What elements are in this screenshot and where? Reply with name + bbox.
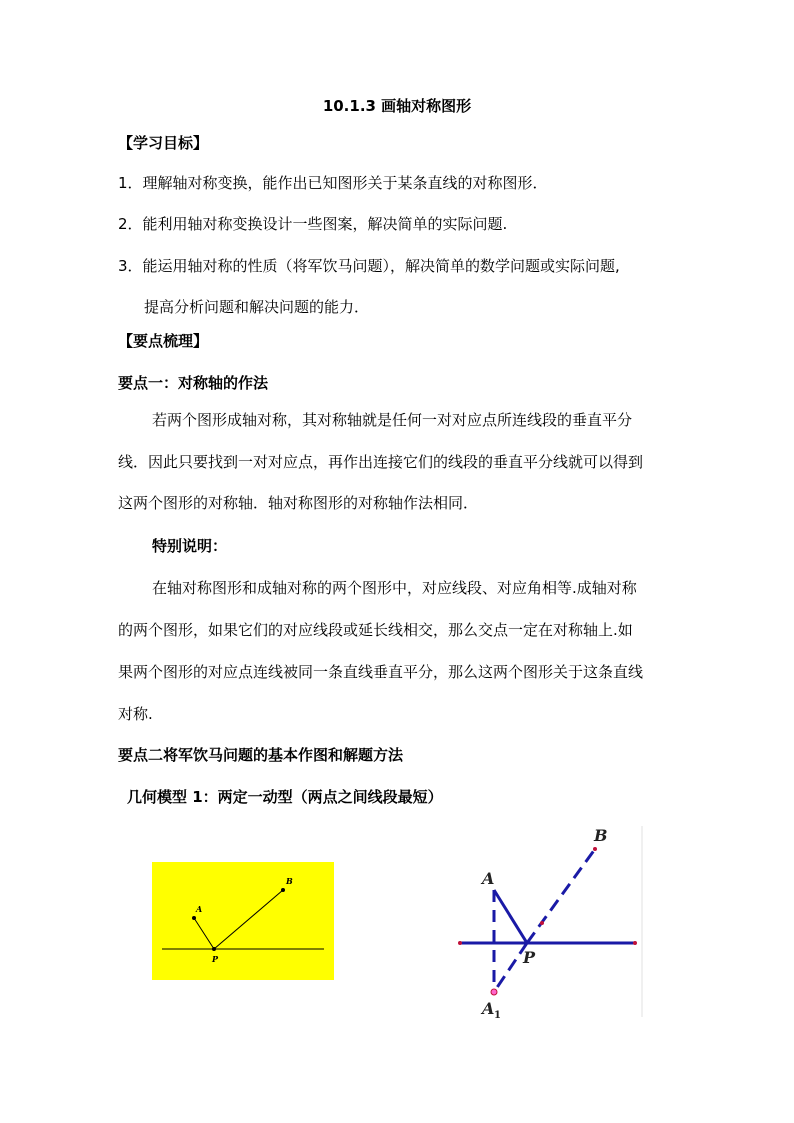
figure-left-diagram bbox=[152, 862, 334, 980]
figure-right-segment-ap bbox=[494, 890, 527, 943]
figure-right-label-a1-subscript: 1 bbox=[494, 1010, 501, 1021]
section-goals-heading: 【学习目标】 bbox=[118, 134, 209, 152]
figure-right-point-mid bbox=[540, 921, 544, 925]
figure-right-label-a1: A bbox=[482, 999, 495, 1018]
figure-right-point-a1 bbox=[491, 989, 497, 995]
model1-heading: 几何模型 1：两定一动型（两点之间线段最短） bbox=[127, 788, 443, 806]
point1-line-3: 这两个图形的对称轴．轴对称图形的对称轴作法相同． bbox=[118, 494, 479, 512]
figure-right-dashed-pb bbox=[527, 849, 595, 943]
point2-heading: 要点二将军饮马问题的基本作图和解题方法 bbox=[118, 746, 404, 764]
page-title: 10.1.3 画轴对称图形 bbox=[322, 97, 472, 115]
figure-right-point-right-end bbox=[633, 941, 637, 945]
figure-right-label-p: P bbox=[523, 948, 536, 967]
figure-right-label-b: B bbox=[594, 826, 608, 845]
goal-item-1: 1．理解轴对称变换，能作出已知图形关于某条直线的对称图形． bbox=[118, 174, 548, 192]
goal-item-2: 2．能利用轴对称变换设计一些图案，解决简单的实际问题. bbox=[118, 215, 508, 233]
figure-left-point-a bbox=[192, 916, 196, 920]
point1-line-1: 若两个图形成轴对称，其对称轴就是任何一对对应点所连线段的垂直平分 bbox=[152, 411, 633, 429]
figure-right-diagram bbox=[450, 822, 650, 1022]
point1-heading: 要点一：对称轴的作法 bbox=[118, 374, 269, 392]
goal-item-3-continued: 提高分析问题和解决问题的能力． bbox=[144, 298, 370, 316]
figure-right-point-left-end bbox=[458, 941, 462, 945]
figure-left-background bbox=[152, 862, 334, 980]
figure-right-point-b bbox=[593, 847, 597, 851]
figure-left-point-b bbox=[281, 888, 285, 892]
special-note-line-1: 在轴对称图形和成轴对称的两个图形中，对应线段、对应角相等.成轴对称 bbox=[152, 579, 637, 597]
special-note-heading: 特别说明： bbox=[152, 537, 228, 555]
figure-left-point-p bbox=[212, 947, 216, 951]
point1-line-2: 线．因此只要找到一对对应点，再作出连接它们的线段的垂直平分线就可以得到 bbox=[118, 453, 644, 471]
special-note-line-3: 果两个图形的对应点连线被同一条直线垂直平分，那么这两个图形关于这条直线 bbox=[118, 663, 644, 681]
goal-item-3: 3．能运用轴对称的性质（将军饮马问题），解决简单的数学问题或实际问题, bbox=[118, 257, 620, 275]
figure-left-label-b: B bbox=[286, 876, 293, 886]
figure-right-label-a: A bbox=[482, 869, 495, 888]
section-keypoints-heading: 【要点梳理】 bbox=[118, 332, 209, 350]
figure-left-label-a: A bbox=[196, 904, 203, 914]
special-note-line-4: 对称. bbox=[118, 705, 153, 723]
figure-left-label-p: P bbox=[212, 954, 219, 964]
special-note-line-2: 的两个图形，如果它们的对应线段或延长线相交，那么交点一定在对称轴上.如 bbox=[118, 621, 633, 639]
